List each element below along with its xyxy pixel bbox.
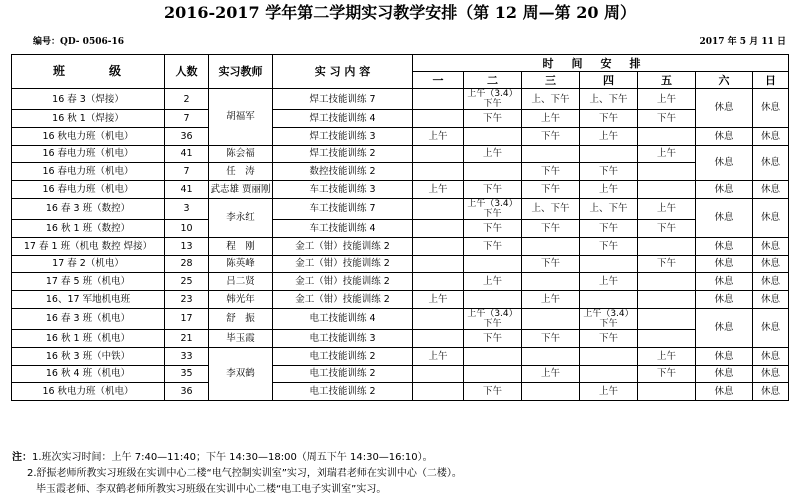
content-cell: 电工技能训练 3	[273, 329, 413, 347]
day-cell	[413, 308, 464, 329]
count-cell: 36	[165, 127, 209, 145]
count-cell: 2	[165, 89, 209, 110]
day-cell	[638, 291, 696, 309]
day-cell-line: 下午	[599, 318, 618, 329]
day-cell-line: 上午（3.4）	[467, 89, 518, 99]
day-cell: 下午	[464, 237, 522, 255]
day-cell	[638, 308, 696, 329]
class-cell: 17 春 2（机电）	[12, 255, 165, 273]
table-row	[12, 308, 789, 329]
saturday-rest-cell: 休息	[696, 347, 753, 365]
saturday-rest-cell: 休息	[696, 383, 753, 401]
day-cell: 上午	[464, 273, 522, 291]
day-cell	[464, 347, 522, 365]
sunday-rest-cell: 休息	[753, 291, 789, 309]
table-row	[12, 163, 789, 181]
count-cell: 36	[165, 383, 209, 401]
day-cell: 下午	[464, 219, 522, 237]
day-cell	[413, 163, 464, 181]
day-cell	[638, 273, 696, 291]
count-cell: 35	[165, 365, 209, 383]
class-cell: 16、17 军地机电班	[12, 291, 165, 309]
day-cell	[580, 255, 638, 273]
day-cell: 下午	[522, 127, 580, 145]
day-cell	[413, 219, 464, 237]
sunday-rest-cell: 休息	[753, 237, 789, 255]
class-cell: 16 秋 1 班（数控）	[12, 219, 165, 237]
count-cell: 17	[165, 308, 209, 329]
day-cell-line: 上午（3.4）	[467, 308, 518, 319]
day-cell: 下午	[464, 329, 522, 347]
header-class: 班 级	[12, 55, 165, 89]
content-cell: 金工（钳）技能训练 2	[273, 291, 413, 309]
content-cell: 金工（钳）技能训练 2	[273, 255, 413, 273]
day-cell	[413, 237, 464, 255]
teacher-cell: 任 涛	[209, 163, 273, 181]
count-cell: 7	[165, 110, 209, 128]
count-cell: 21	[165, 329, 209, 347]
day-cell	[638, 127, 696, 145]
saturday-rest-cell: 休息	[696, 255, 753, 273]
day-cell: 上午	[413, 347, 464, 365]
sunday-rest-cell: 休息	[753, 89, 789, 128]
table-row	[12, 219, 789, 237]
sunday-rest-cell: 休息	[753, 255, 789, 273]
class-cell: 16 秋 4 班（机电）	[12, 365, 165, 383]
day-cell: 上、下午	[580, 198, 638, 219]
table-row	[12, 127, 789, 145]
teacher-cell: 武志雄 贾丽刚	[209, 181, 273, 199]
day-cell: 下午	[580, 237, 638, 255]
sunday-rest-cell: 休息	[753, 273, 789, 291]
content-cell: 电工技能训练 4	[273, 308, 413, 329]
table-row	[12, 110, 789, 128]
teacher-cell: 程 刚	[209, 237, 273, 255]
header-teacher: 实习教师	[209, 55, 273, 89]
teacher-cell: 陈会福	[209, 145, 273, 163]
day-cell	[413, 365, 464, 383]
day-cell-line: 上午（3.4）	[583, 308, 634, 319]
sunday-rest-cell: 休息	[753, 308, 789, 347]
table-row	[12, 198, 789, 219]
saturday-rest-cell: 休息	[696, 181, 753, 199]
day-cell: 上午	[580, 273, 638, 291]
document-date: 2017 年 5 月 11 日	[699, 37, 786, 47]
sunday-rest-cell: 休息	[753, 145, 789, 181]
schedule-body	[12, 89, 789, 401]
day-cell	[522, 273, 580, 291]
day-cell	[464, 198, 522, 219]
sunday-rest-cell: 休息	[753, 365, 789, 383]
table-row	[12, 329, 789, 347]
day-cell: 上午	[522, 365, 580, 383]
table-row	[12, 89, 789, 110]
day-cell	[638, 329, 696, 347]
content-cell: 电工技能训练 2	[273, 347, 413, 365]
class-cell: 16 秋 3 班（中铁）	[12, 347, 165, 365]
day-cell: 下午	[464, 181, 522, 199]
day-cell: 下午	[638, 110, 696, 128]
day-cell	[464, 163, 522, 181]
class-cell: 16 秋 1 班（机电）	[12, 329, 165, 347]
day-cell: 下午	[464, 110, 522, 128]
header-time: 时间安排	[413, 55, 789, 72]
day-cell-line: 上午（3.4）	[467, 198, 518, 209]
table-row	[12, 291, 789, 309]
document-number: 编号：QD- 0506-16	[33, 37, 124, 47]
header-count: 人数	[165, 55, 209, 89]
day-cell	[413, 383, 464, 401]
schedule-table	[11, 54, 789, 401]
day-cell	[522, 383, 580, 401]
saturday-rest-cell: 休息	[696, 291, 753, 309]
content-cell: 电工技能训练 2	[273, 365, 413, 383]
teacher-cell: 舒 振	[209, 308, 273, 329]
day-cell	[464, 255, 522, 273]
document-title: 2016-2017 学年第二学期实习教学安排（第 12 周—第 20 周）	[163, 3, 637, 22]
count-cell: 7	[165, 163, 209, 181]
header-day-sat: 六	[696, 72, 753, 89]
content-cell: 数控技能训练 2	[273, 163, 413, 181]
day-cell	[522, 237, 580, 255]
day-cell: 下午	[522, 329, 580, 347]
day-cell	[580, 291, 638, 309]
day-cell: 上、下午	[522, 89, 580, 110]
saturday-rest-cell: 休息	[696, 237, 753, 255]
teacher-cell: 陈英峰	[209, 255, 273, 273]
day-cell	[413, 255, 464, 273]
table-row	[12, 347, 789, 365]
table-row	[12, 145, 789, 163]
teacher-cell: 李永红	[209, 198, 273, 237]
day-cell: 下午	[522, 219, 580, 237]
content-cell: 焊工技能训练 2	[273, 145, 413, 163]
day-cell	[413, 110, 464, 128]
count-cell: 10	[165, 219, 209, 237]
day-cell	[464, 308, 522, 329]
day-cell	[413, 329, 464, 347]
day-cell	[413, 145, 464, 163]
class-cell: 16 秋电力班（机电）	[12, 127, 165, 145]
day-cell	[580, 347, 638, 365]
day-cell: 上午	[464, 145, 522, 163]
content-cell: 金工（钳）技能训练 2	[273, 237, 413, 255]
count-cell: 28	[165, 255, 209, 273]
day-cell: 下午	[638, 255, 696, 273]
saturday-rest-cell: 休息	[696, 145, 753, 181]
class-cell: 16 秋电力班（机电）	[12, 383, 165, 401]
saturday-rest-cell: 休息	[696, 308, 753, 347]
day-cell	[580, 145, 638, 163]
day-cell: 下午	[580, 329, 638, 347]
day-cell: 下午	[638, 365, 696, 383]
day-cell: 上午	[413, 291, 464, 309]
day-cell: 上午	[413, 127, 464, 145]
day-cell: 上午	[580, 181, 638, 199]
day-cell: 上午	[522, 291, 580, 309]
day-cell	[580, 308, 638, 329]
saturday-rest-cell: 休息	[696, 365, 753, 383]
class-cell: 17 春 5 班（机电）	[12, 273, 165, 291]
class-cell: 16 春电力班（机电）	[12, 145, 165, 163]
day-cell: 上午	[638, 347, 696, 365]
count-cell: 3	[165, 198, 209, 219]
class-cell: 16 春电力班（机电）	[12, 181, 165, 199]
count-cell: 13	[165, 237, 209, 255]
table-row	[12, 255, 789, 273]
class-cell: 16 春电力班（机电）	[12, 163, 165, 181]
saturday-rest-cell: 休息	[696, 89, 753, 128]
day-cell	[638, 181, 696, 199]
count-cell: 41	[165, 181, 209, 199]
count-cell: 23	[165, 291, 209, 309]
day-cell: 上、下午	[522, 198, 580, 219]
day-cell: 下午	[522, 181, 580, 199]
content-cell: 焊工技能训练 3	[273, 127, 413, 145]
table-row	[12, 365, 789, 383]
content-cell: 焊工技能训练 7	[273, 89, 413, 110]
count-cell: 33	[165, 347, 209, 365]
notes-label: 注：	[12, 452, 32, 463]
sunday-rest-cell: 休息	[753, 181, 789, 199]
day-cell	[638, 383, 696, 401]
note-3: 毕玉霞老师、李双鹤老师所教实习班级在实训中心二楼“电工电子实训室”实习。	[36, 484, 387, 495]
notes	[12, 450, 462, 498]
day-cell	[413, 89, 464, 110]
content-cell: 车工技能训练 7	[273, 198, 413, 219]
header-day-fri: 五	[638, 72, 696, 89]
day-cell-line: 下午	[483, 99, 502, 109]
header-day-mon: 一	[413, 72, 464, 89]
day-cell: 下午	[522, 163, 580, 181]
class-cell: 16 春 3（焊接）	[12, 89, 165, 110]
day-cell	[638, 163, 696, 181]
teacher-cell: 李双鹤	[209, 347, 273, 400]
day-cell	[522, 145, 580, 163]
teacher-cell: 毕玉霞	[209, 329, 273, 347]
day-cell	[413, 198, 464, 219]
day-cell: 下午	[638, 219, 696, 237]
day-cell	[464, 365, 522, 383]
day-cell: 上午	[638, 198, 696, 219]
day-cell	[464, 89, 522, 110]
header-day-thu: 四	[580, 72, 638, 89]
day-cell: 下午	[464, 383, 522, 401]
day-cell: 下午	[580, 110, 638, 128]
day-cell	[413, 273, 464, 291]
count-cell: 41	[165, 145, 209, 163]
teacher-cell: 胡福军	[209, 89, 273, 146]
day-cell: 上午	[522, 110, 580, 128]
day-cell: 下午	[580, 163, 638, 181]
day-cell: 上午	[413, 181, 464, 199]
day-cell-line: 下午	[483, 208, 502, 219]
teacher-cell: 吕二贤	[209, 273, 273, 291]
class-cell: 16 秋 1（焊接）	[12, 110, 165, 128]
class-cell: 17 春 1 班（机电 数控 焊接）	[12, 237, 165, 255]
day-cell: 上午	[638, 145, 696, 163]
count-cell: 25	[165, 273, 209, 291]
sunday-rest-cell: 休息	[753, 383, 789, 401]
content-cell: 车工技能训练 3	[273, 181, 413, 199]
teacher-cell: 韩光年	[209, 291, 273, 309]
table-row	[12, 383, 789, 401]
note-1: 1.班次实习时间：上午 7:40—11:40；下午 14:30—18:00（周五下午 14:30—16:10）。	[32, 452, 433, 463]
day-cell	[464, 291, 522, 309]
sunday-rest-cell: 休息	[753, 198, 789, 237]
header-day-wed: 三	[522, 72, 580, 89]
day-cell: 上午	[638, 89, 696, 110]
class-cell: 16 春 3 班（机电）	[12, 308, 165, 329]
table-row	[12, 273, 789, 291]
header-day-tue: 二	[464, 72, 522, 89]
day-cell-line: 下午	[483, 318, 502, 329]
note-2: 2.舒振老师所教实习班级在实训中心二楼“电气控制实训室”实习，刘瑞君老师在实训中心（二楼）。	[27, 468, 462, 479]
header-content: 实 习 内 容	[273, 55, 413, 89]
saturday-rest-cell: 休息	[696, 127, 753, 145]
day-cell: 上、下午	[580, 89, 638, 110]
content-cell: 焊工技能训练 4	[273, 110, 413, 128]
sunday-rest-cell: 休息	[753, 347, 789, 365]
table-row	[12, 237, 789, 255]
content-cell: 金工（钳）技能训练 2	[273, 273, 413, 291]
day-cell	[522, 347, 580, 365]
day-cell	[464, 127, 522, 145]
day-cell	[522, 308, 580, 329]
content-cell: 电工技能训练 2	[273, 383, 413, 401]
day-cell: 下午	[580, 219, 638, 237]
day-cell	[580, 365, 638, 383]
day-cell: 上午	[580, 127, 638, 145]
class-cell: 16 春 3 班（数控）	[12, 198, 165, 219]
content-cell: 车工技能训练 4	[273, 219, 413, 237]
day-cell: 上午	[580, 383, 638, 401]
sunday-rest-cell: 休息	[753, 127, 789, 145]
table-row	[12, 181, 789, 199]
day-cell	[638, 237, 696, 255]
saturday-rest-cell: 休息	[696, 273, 753, 291]
saturday-rest-cell: 休息	[696, 198, 753, 237]
day-cell: 下午	[522, 255, 580, 273]
header-day-sun: 日	[753, 72, 789, 89]
